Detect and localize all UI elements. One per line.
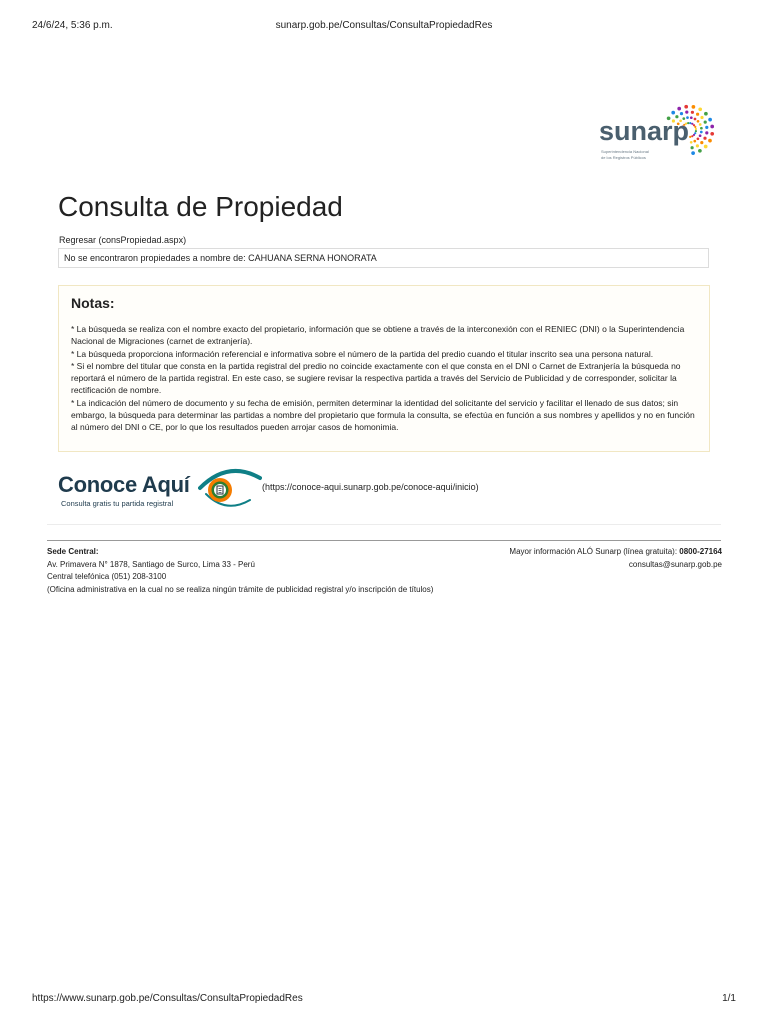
note-item: * La búsqueda se realiza con el nombre exacto del propietario, información que se obtiene a través de la interconexión con el RENIEC (DNI) o la Superintendencia Nacional de Migraciones (carnet de extranjería). — [71, 324, 685, 347]
conoce-aqui-banner[interactable] — [58, 466, 488, 511]
logo-dot — [691, 123, 693, 125]
logo-dot — [677, 107, 681, 111]
logo-dot — [691, 146, 694, 149]
logo-dot — [703, 137, 706, 140]
page-number: 1/1 — [722, 993, 736, 1004]
result-message: No se encontraron propiedades a nombre de: CAHUANA SERNA HONORATA — [58, 248, 709, 268]
logo-dot — [684, 105, 688, 109]
print-datetime: 24/6/24, 5:36 p.m. — [32, 20, 113, 31]
logo-dot — [691, 111, 694, 114]
logo-dot — [691, 151, 695, 155]
logo-dot — [710, 132, 714, 136]
logo-dot — [695, 130, 697, 132]
logo-dot — [700, 127, 703, 130]
logo-dot — [699, 123, 702, 126]
page-title: Consulta de Propiedad — [58, 191, 343, 222]
logo-dot — [700, 116, 703, 119]
logo-dot — [671, 111, 675, 115]
footer-info — [509, 546, 722, 571]
note-item: * Si el nombre del titular que consta en la partida registral del predio no coincide exactamente con el que consta en el DNI o Carnet de Extranjería la búsqueda no reportará el número de la partida registral. En este caso, se sugiere revisar la respectiva partida a través del Servicio de Publicidad y de corresponder, solicitar la rectificación de nombre. — [71, 360, 681, 396]
note-item: * La búsqueda proporciona información referencial e informativa sobre el número de la partida del predio cuando el titular inscrito sea una persona natural. — [71, 348, 654, 359]
logo-dot — [689, 122, 691, 124]
logo-dot — [705, 126, 708, 129]
logo-dot — [694, 126, 696, 128]
logo-dot — [697, 137, 700, 140]
logo-dot — [690, 116, 693, 119]
logo-dot — [696, 144, 699, 147]
back-link[interactable]: Regresar (consPropiedad.aspx) — [59, 235, 187, 245]
footer-contact — [47, 546, 433, 596]
logo-dot — [698, 107, 702, 111]
logo-subtitle-line2: de los Registros Públicos — [601, 155, 646, 160]
footer-note: (Oficina administrativa en la cual no se realiza ningún trámite de publicidad registral y/o inscripción de títulos) — [47, 584, 434, 594]
logo-dot — [710, 125, 714, 129]
print-footer-url: https://www.sunarp.gob.pe/Consultas/ConsultaPropiedadRes — [32, 993, 303, 1004]
logo-dot — [693, 140, 696, 143]
logo-dot — [695, 128, 697, 130]
conoce-aqui-link[interactable]: (https://conoce-aqui.sunarp.gob.pe/conoce-aqui/inicio) — [262, 482, 479, 492]
logo-dot — [690, 141, 693, 144]
logo-dot — [694, 118, 697, 121]
logo-dot — [697, 120, 700, 123]
logo-wordmark: sunarp — [599, 116, 690, 146]
notes-panel — [58, 285, 710, 452]
logo-dot — [705, 131, 708, 134]
logo-dot — [708, 139, 712, 143]
logo-subtitle-line1: Superintendencia Nacional — [601, 149, 649, 154]
logo-dot — [692, 105, 696, 109]
logo-dot — [699, 134, 702, 137]
divider — [47, 524, 721, 525]
logo-dot — [704, 145, 708, 149]
logo-dot — [696, 113, 699, 116]
info-phone: 0800-27164 — [679, 547, 722, 556]
logo-dot — [700, 131, 703, 134]
logo-dot — [689, 136, 691, 138]
conoce-aqui-subtitle: Consulta gratis tu partida registral — [61, 499, 174, 508]
logo-dot — [680, 112, 683, 115]
logo-dot — [685, 111, 688, 114]
conoce-aqui-title: Conoce Aquí — [58, 472, 190, 497]
footer-phone: Central telefónica (051) 208-3100 — [47, 572, 167, 581]
logo-dot — [700, 141, 703, 144]
print-page-url: sunarp.gob.pe/Consultas/ConsultaPropiedadRes — [275, 20, 493, 31]
notes-body — [71, 323, 697, 434]
print-header — [32, 20, 736, 34]
logo-dot — [691, 135, 693, 137]
logo-dot — [704, 121, 707, 124]
notes-title: Notas: — [71, 295, 115, 311]
logo-dot — [704, 112, 708, 116]
footer-address: Av. Primavera N° 1878, Santiago de Surco, Lima 33 - Perú — [47, 559, 255, 569]
info-text: Mayor información ALÓ Sunarp (línea gratuita): — [509, 547, 678, 556]
eye-document-icon — [198, 466, 262, 510]
footer-email[interactable]: consultas@sunarp.gob.pe — [628, 559, 722, 569]
logo-dot — [698, 149, 702, 153]
logo-dot — [708, 118, 712, 122]
note-item: * La indicación del número de documento y su fecha de emisión, permiten determinar la identidad del solicitante del servicio y facilitar el llenado de sus datos; sin embargo, la búsqueda para determinar las partidas a nombre del propietario que formula la consulta, se efectúa en función a sus nombres y apellidos y no en función al número del DNI o CE, por lo que los resultados pueden arrojar casos de homonimia. — [71, 397, 695, 433]
sunarp-logo[interactable] — [597, 98, 719, 168]
sede-label: Sede Central: — [47, 547, 99, 556]
footer-divider — [47, 540, 721, 541]
